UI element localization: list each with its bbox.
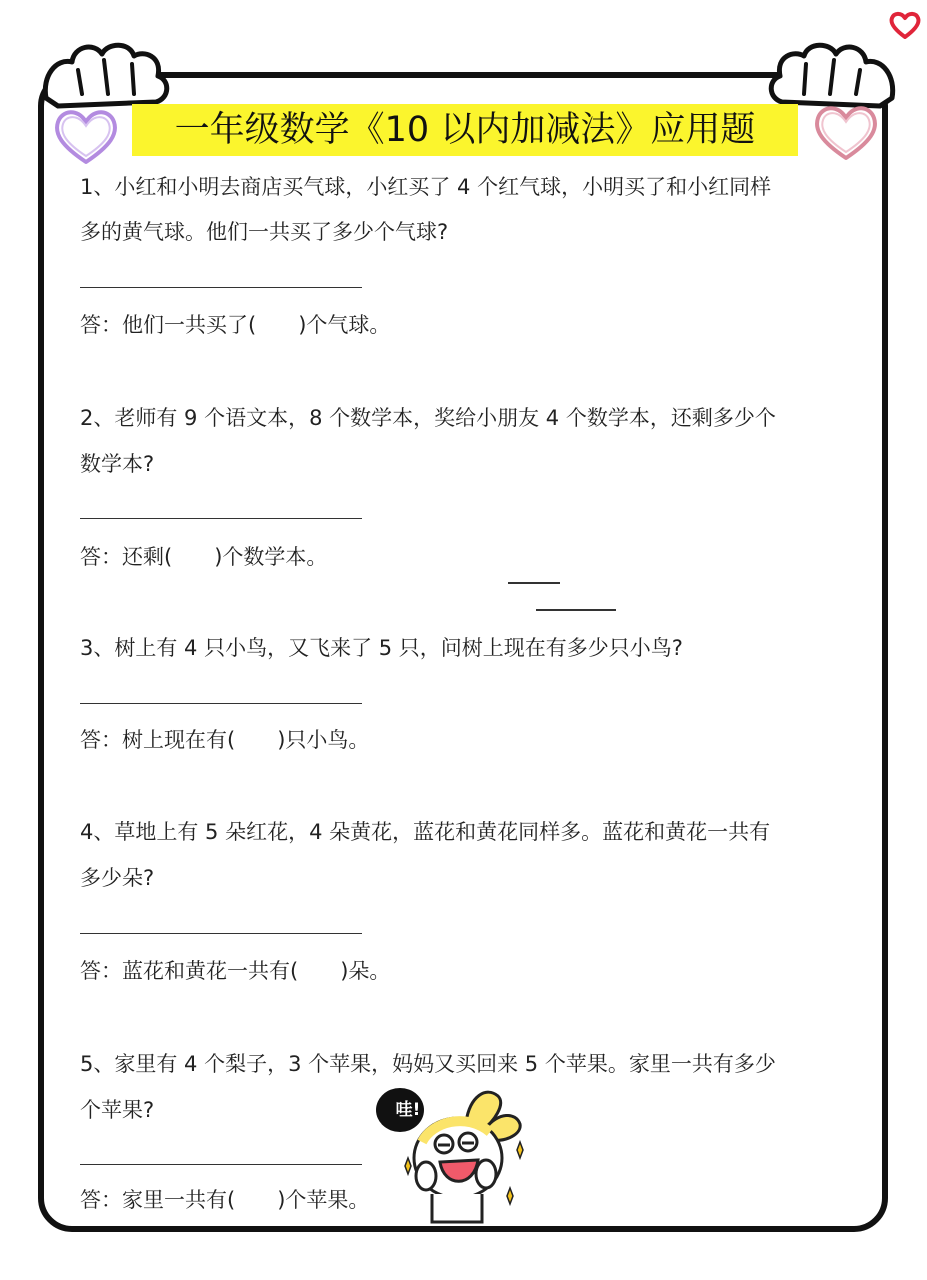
sticker-exclaim: 哇! [395,1100,421,1120]
question-1-line-2: 多的黄气球。他们一共买了多少个气球? [80,220,449,244]
heart-left-icon [50,104,122,168]
answer-2: 答：还剩( )个数学本。 [80,545,328,569]
answer-blank-5[interactable] [80,1164,362,1165]
question-2-line-1: 2、老师有 9 个语文本，8 个数学本，奖给小朋友 4 个数学本，还剩多少个 [80,406,776,430]
question-3-line-1: 3、树上有 4 只小鸟，又飞来了 5 只，问树上现在有多少只小鸟? [80,636,683,660]
answer-4: 答：蓝花和黄花一共有( )朵。 [80,959,391,983]
answer-blank-4[interactable] [80,933,362,934]
heart-corner-icon [888,10,922,40]
answer-blank-1[interactable] [80,287,362,288]
question-5-line-1: 5、家里有 4 个梨子，3 个苹果，妈妈又买回来 5 个苹果。家里一共有多少 [80,1052,776,1076]
question-1-line-1: 1、小红和小明去商店买气球，小红买了 4 个红气球，小明买了和小红同样 [80,175,772,199]
answer-blank-2[interactable] [80,518,362,519]
question-2-line-2: 数学本? [80,452,155,476]
question-4-line-2: 多少朵? [80,866,155,890]
page-title: 一年级数学《10 以内加减法》应用题 [174,110,756,150]
scratch-mark [536,609,616,611]
heart-right-icon [810,100,882,164]
question-4-line-1: 4、草地上有 5 朵红花，4 朵黄花，蓝花和黄花同样多。蓝花和黄花一共有 [80,820,771,844]
answer-5: 答：家里一共有( )个苹果。 [80,1188,370,1212]
question-5-line-2: 个苹果? [80,1098,155,1122]
answer-blank-3[interactable] [80,703,362,704]
answer-1: 答：他们一共买了( )个气球。 [80,313,391,337]
answer-3: 答：树上现在有( )只小鸟。 [80,728,370,752]
scratch-mark [508,582,560,584]
